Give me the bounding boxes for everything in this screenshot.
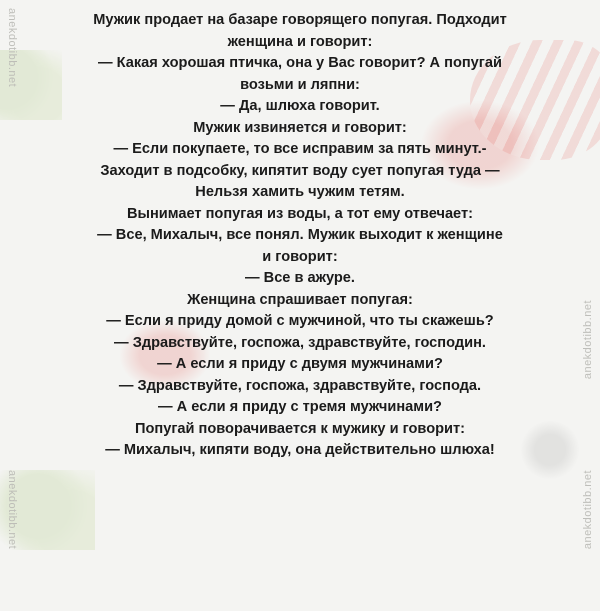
- joke-line: — Если я приду домой с мужчиной, что ты скажешь?: [106, 313, 494, 329]
- joke-line: — Да, шлюха говорит.: [220, 98, 380, 114]
- joke-line: — Какая хорошая птичка, она у Вас говорит? А попугай: [98, 55, 502, 71]
- watermark-top-left: anekdotibb.net: [6, 8, 18, 88]
- joke-line: — Здравствуйте, госпожа, здравствуйте, господин.: [114, 334, 486, 351]
- joke-line: возьми и ляпни:: [240, 76, 360, 93]
- joke-line: Женщина спрашивает попугая:: [187, 291, 413, 308]
- watermark-middle-right: anekdotibb.net: [582, 300, 594, 380]
- joke-line: — Все в ажуре.: [245, 270, 355, 286]
- watermark-bottom-right: anekdotibb.net: [582, 470, 594, 550]
- joke-line: — Михалыч, кипяти воду, она действительно шлюха!: [105, 442, 495, 458]
- joke-line: — Здравствуйте, госпожа, здравствуйте, господа.: [118, 377, 482, 394]
- joke-line: женщина и говорит:: [227, 33, 373, 50]
- joke-line: — А если я приду с тремя мужчинами?: [158, 399, 442, 415]
- joke-line: Мужик продает на базаре говорящего попугая. Подходит: [93, 12, 507, 28]
- watermark-bottom-left: anekdotibb.net: [6, 470, 18, 550]
- joke-line: — Все, Михалыч, все понял. Мужик выходит к женщине: [97, 227, 503, 243]
- joke-line: Мужик извиняется и говорит:: [193, 119, 407, 136]
- joke-line: Нельзя хамить чужим тетям.: [195, 184, 405, 200]
- joke-line: — А если я приду с двумя мужчинами?: [157, 356, 443, 372]
- decorative-green-blob-left-bottom: [0, 470, 95, 550]
- joke-line: Вынимает попугая из воды, а тот ему отвечает:: [126, 205, 473, 222]
- joke-line: и говорит:: [262, 248, 338, 265]
- joke-line: Заходит в подсобку, кипятит воду сует попугая туда —: [100, 162, 500, 179]
- joke-line: Попугай поворачивается к мужику и говорит:: [134, 420, 465, 437]
- joke-line: — Если покупаете, то все исправим за пять минут.-: [113, 141, 487, 157]
